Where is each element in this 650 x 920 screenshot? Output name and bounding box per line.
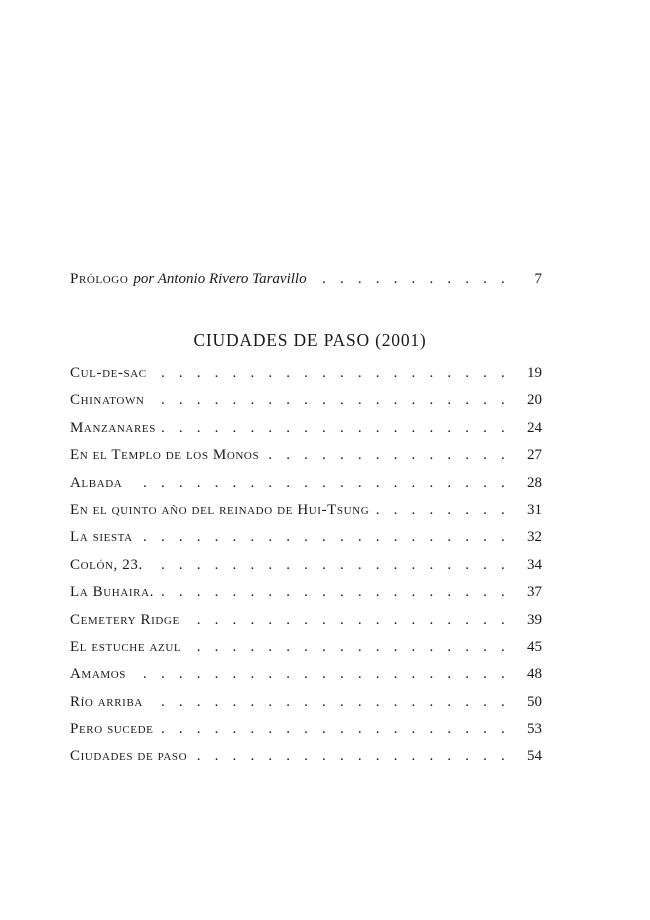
page-number: 19: [527, 365, 542, 381]
dot-leader: [128, 470, 510, 497]
toc-entry[interactable]: [70, 634, 542, 661]
dot-leader: [162, 415, 510, 442]
dot-leader: [132, 661, 510, 688]
dot-leader: [265, 442, 510, 469]
entry-title: Albada: [70, 474, 123, 491]
toc-entry[interactable]: [70, 470, 542, 497]
page-number: 20: [527, 392, 542, 409]
entry-title: Chinatown: [70, 392, 145, 409]
page-number: 27: [527, 447, 542, 464]
dot-leader: [149, 552, 510, 579]
entry-title: Pero sucede: [70, 721, 154, 738]
page-number: 32: [527, 529, 542, 546]
entry-title: Ciudades de paso: [70, 748, 188, 765]
entry-title: En el Templo de los Monos: [70, 447, 260, 464]
page-number: 45: [527, 638, 542, 655]
toc-entry[interactable]: [70, 415, 542, 442]
dot-leader: [187, 634, 510, 661]
dot-leader: [375, 497, 510, 524]
toc-entry[interactable]: [70, 497, 542, 524]
page-number: 34: [527, 556, 542, 573]
toc-entry[interactable]: [70, 579, 542, 606]
page-number: 37: [527, 584, 542, 601]
toc-entry[interactable]: [70, 607, 542, 634]
entry-author: por Antonio Rivero Taravillo: [133, 271, 307, 287]
toc-entry[interactable]: [70, 689, 542, 716]
dot-leader: [149, 689, 510, 716]
page-number: 28: [527, 474, 542, 491]
dot-leader: [186, 607, 510, 634]
page-number: 54: [527, 748, 542, 765]
entry-title: Amamos: [70, 666, 126, 683]
toc-entry[interactable]: [70, 743, 542, 770]
toc-entry[interactable]: [70, 552, 542, 579]
entry-title: La Buhaira.: [70, 584, 154, 601]
dot-leader: [153, 360, 510, 387]
page-number: 48: [527, 666, 542, 683]
toc-entry[interactable]: [70, 661, 542, 688]
page-number: 39: [527, 611, 542, 628]
entry-title: El estuche azul: [70, 638, 182, 655]
entry-title: Colón, 23.: [70, 556, 143, 573]
toc-entry[interactable]: [70, 524, 542, 551]
entry-title: Prólogo: [70, 271, 129, 287]
toc-entry[interactable]: [70, 387, 542, 414]
page-number: 50: [527, 693, 542, 710]
toc-entry-prologue[interactable]: [70, 264, 542, 294]
dot-leader: [193, 743, 510, 770]
entry-title: Cemetery Ridge: [70, 611, 180, 628]
dot-leader: [150, 387, 510, 414]
page-number: 31: [527, 501, 542, 518]
table-of-contents: [70, 264, 542, 771]
dot-leader: [313, 264, 510, 294]
entry-title: La siesta: [70, 529, 133, 546]
dot-leader: [160, 579, 510, 606]
dot-leader: [139, 524, 510, 551]
entry-title: Cul-de-sac: [70, 365, 147, 381]
page-number: 53: [527, 721, 542, 738]
dot-leader: [159, 716, 510, 743]
toc-entry[interactable]: [70, 716, 542, 743]
section-heading: CIUDADES DE PASO (2001): [193, 330, 427, 350]
entry-title: En el quinto año del reinado de Hui-Tsung: [70, 501, 370, 518]
entry-title: Manzanares: [70, 419, 156, 436]
entry-title: Río arriba: [70, 693, 143, 710]
toc-entry[interactable]: [70, 442, 542, 469]
page-number: 24: [527, 419, 542, 436]
page-number: 7: [534, 271, 542, 287]
toc-entry[interactable]: [70, 360, 542, 387]
